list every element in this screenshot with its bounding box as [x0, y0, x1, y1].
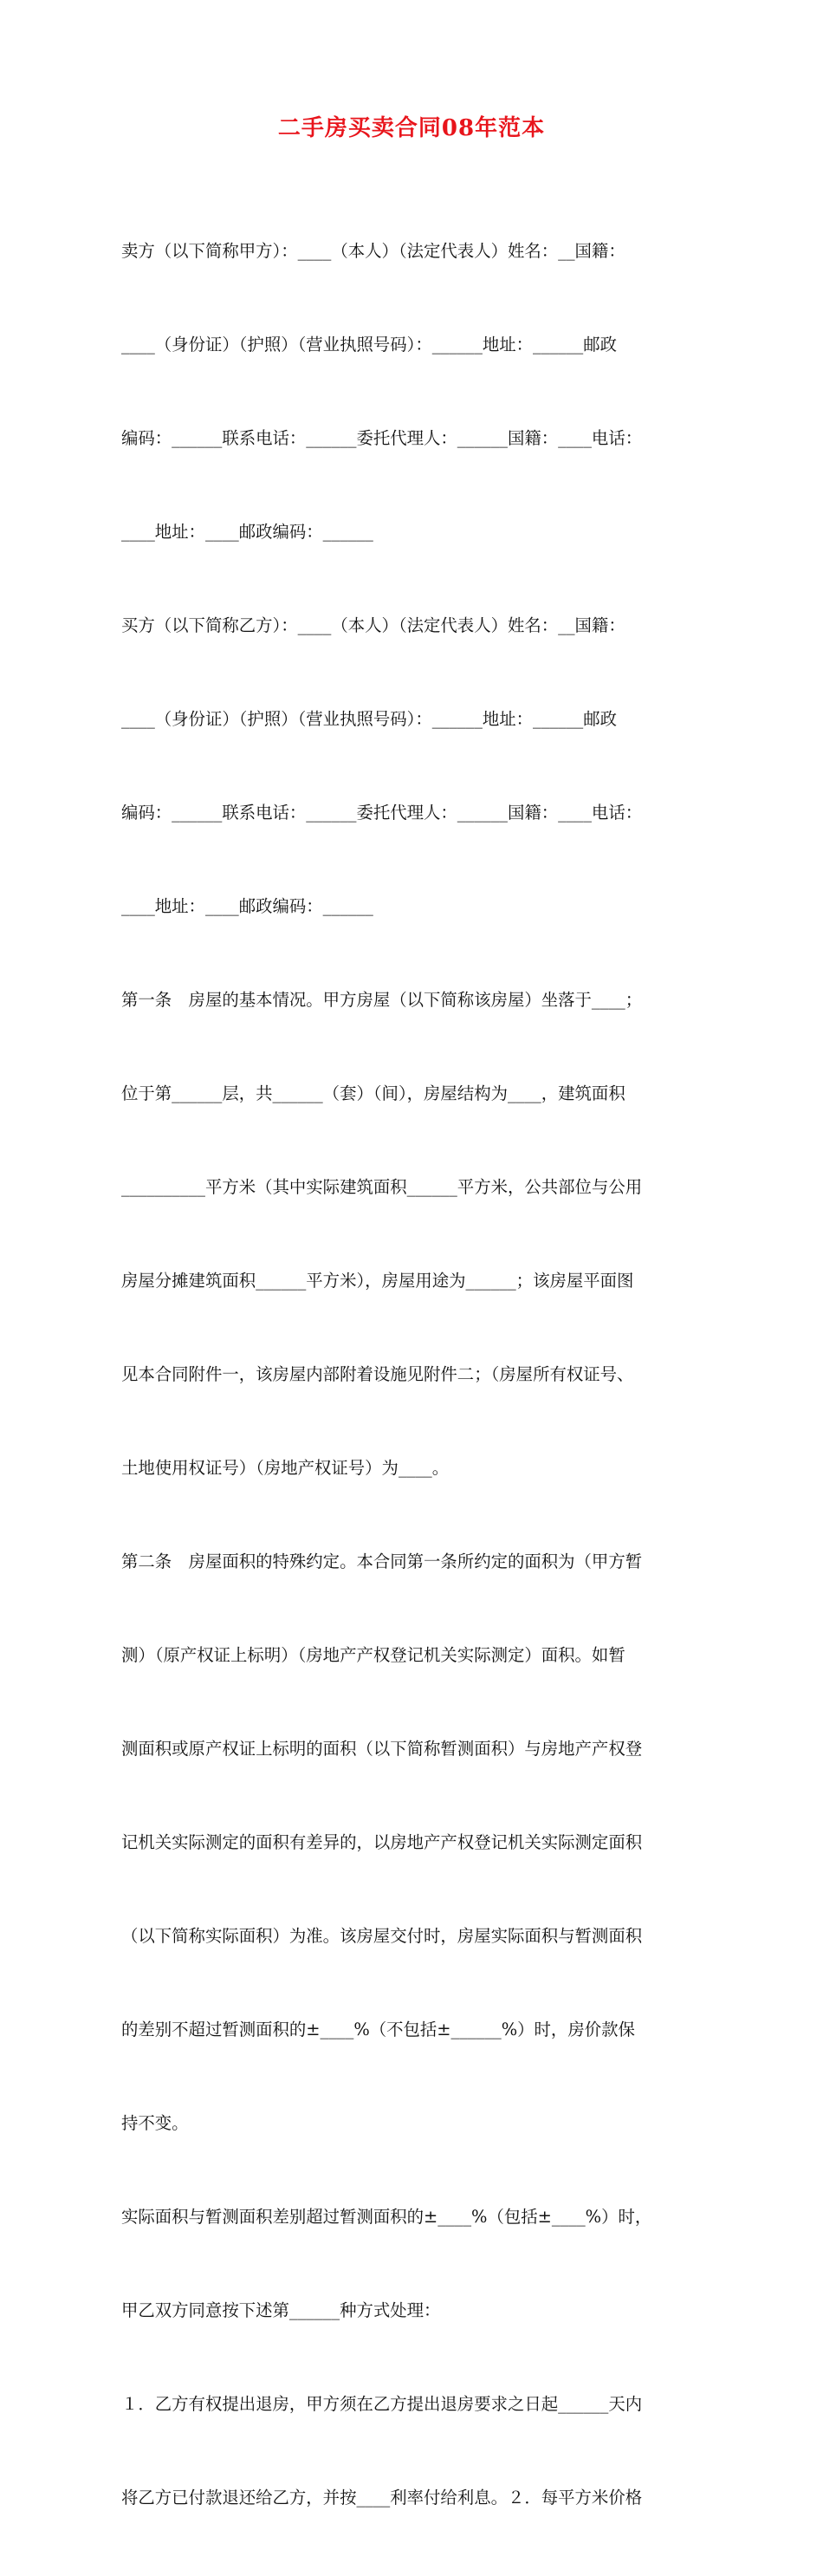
text-line: ____地址：____邮政编码：______ [121, 522, 373, 542]
text-line: （以下简称实际面积）为准。该房屋交付时，房屋实际面积与暂测面积 [121, 1926, 643, 1946]
text-line: 编码：______联系电话：______委托代理人：______国籍：____电话： [121, 803, 643, 823]
text-line: 测面积或原产权证上标明的面积（以下简称暂测面积）与房地产产权登 [121, 1739, 643, 1759]
text-line: 持不变。 [121, 2113, 189, 2133]
document-title: 二手房买卖合同08年范本 [277, 115, 546, 141]
contract-body [121, 173, 710, 2576]
text-line: 位于第______层，共______（套）（间），房屋结构为____，建筑面积 [121, 1083, 625, 1103]
text-line: 甲乙双方同意按下述第______种方式处理： [121, 2300, 441, 2320]
text-line: １．乙方有权提出退房，甲方须在乙方提出退房要求之日起______天内 [121, 2394, 643, 2414]
text-line: 将乙方已付款退还给乙方，并按____利率付给利息。２．每平方米价格 [121, 2488, 643, 2508]
text-line: 第二条 房屋面积的特殊约定。本合同第一条所约定的面积为（甲方暂 [121, 1551, 643, 1571]
text-line: 测）（原产权证上标明）（房地产产权登记机关实际测定）面积。如暂 [121, 1645, 625, 1665]
text-line: 土地使用权证号）（房地产权证号）为____。 [121, 1458, 450, 1478]
text-line: __________平方米（其中实际建筑面积______平方米，公共部位与公用 [121, 1177, 643, 1197]
text-line: ____（身份证）（护照）（营业执照号码）：______地址：______邮政 [121, 709, 618, 729]
text-line: 卖方（以下简称甲方）：____（本人）（法定代表人）姓名：__国籍： [121, 241, 625, 261]
text-line: 记机关实际测定的面积有差异的，以房地产产权登记机关实际测定面积 [121, 1832, 643, 1852]
text-line: 的差别不超过暂测面积的±____%（不包括±______%）时，房价款保 [121, 2020, 635, 2039]
text-line: ____地址：____邮政编码：______ [121, 896, 373, 916]
text-line: 实际面积与暂测面积差别超过暂测面积的±____%（包括±____%）时， [121, 2207, 652, 2227]
text-line: 买方（以下简称乙方）：____（本人）（法定代表人）姓名：__国籍： [121, 615, 625, 635]
text-line: 见本合同附件一，该房屋内部附着设施见附件二；（房屋所有权证号、 [121, 1364, 634, 1384]
text-line: 编码：______联系电话：______委托代理人：______国籍：____电话： [121, 428, 643, 448]
text-line: 房屋分摊建筑面积______平方米），房屋用途为______；该房屋平面图 [121, 1271, 634, 1291]
text-line: 第一条 房屋的基本情况。甲方房屋（以下简称该房屋）坐落于____； [121, 990, 643, 1010]
text-line: ____（身份证）（护照）（营业执照号码）：______地址：______邮政 [121, 335, 618, 355]
